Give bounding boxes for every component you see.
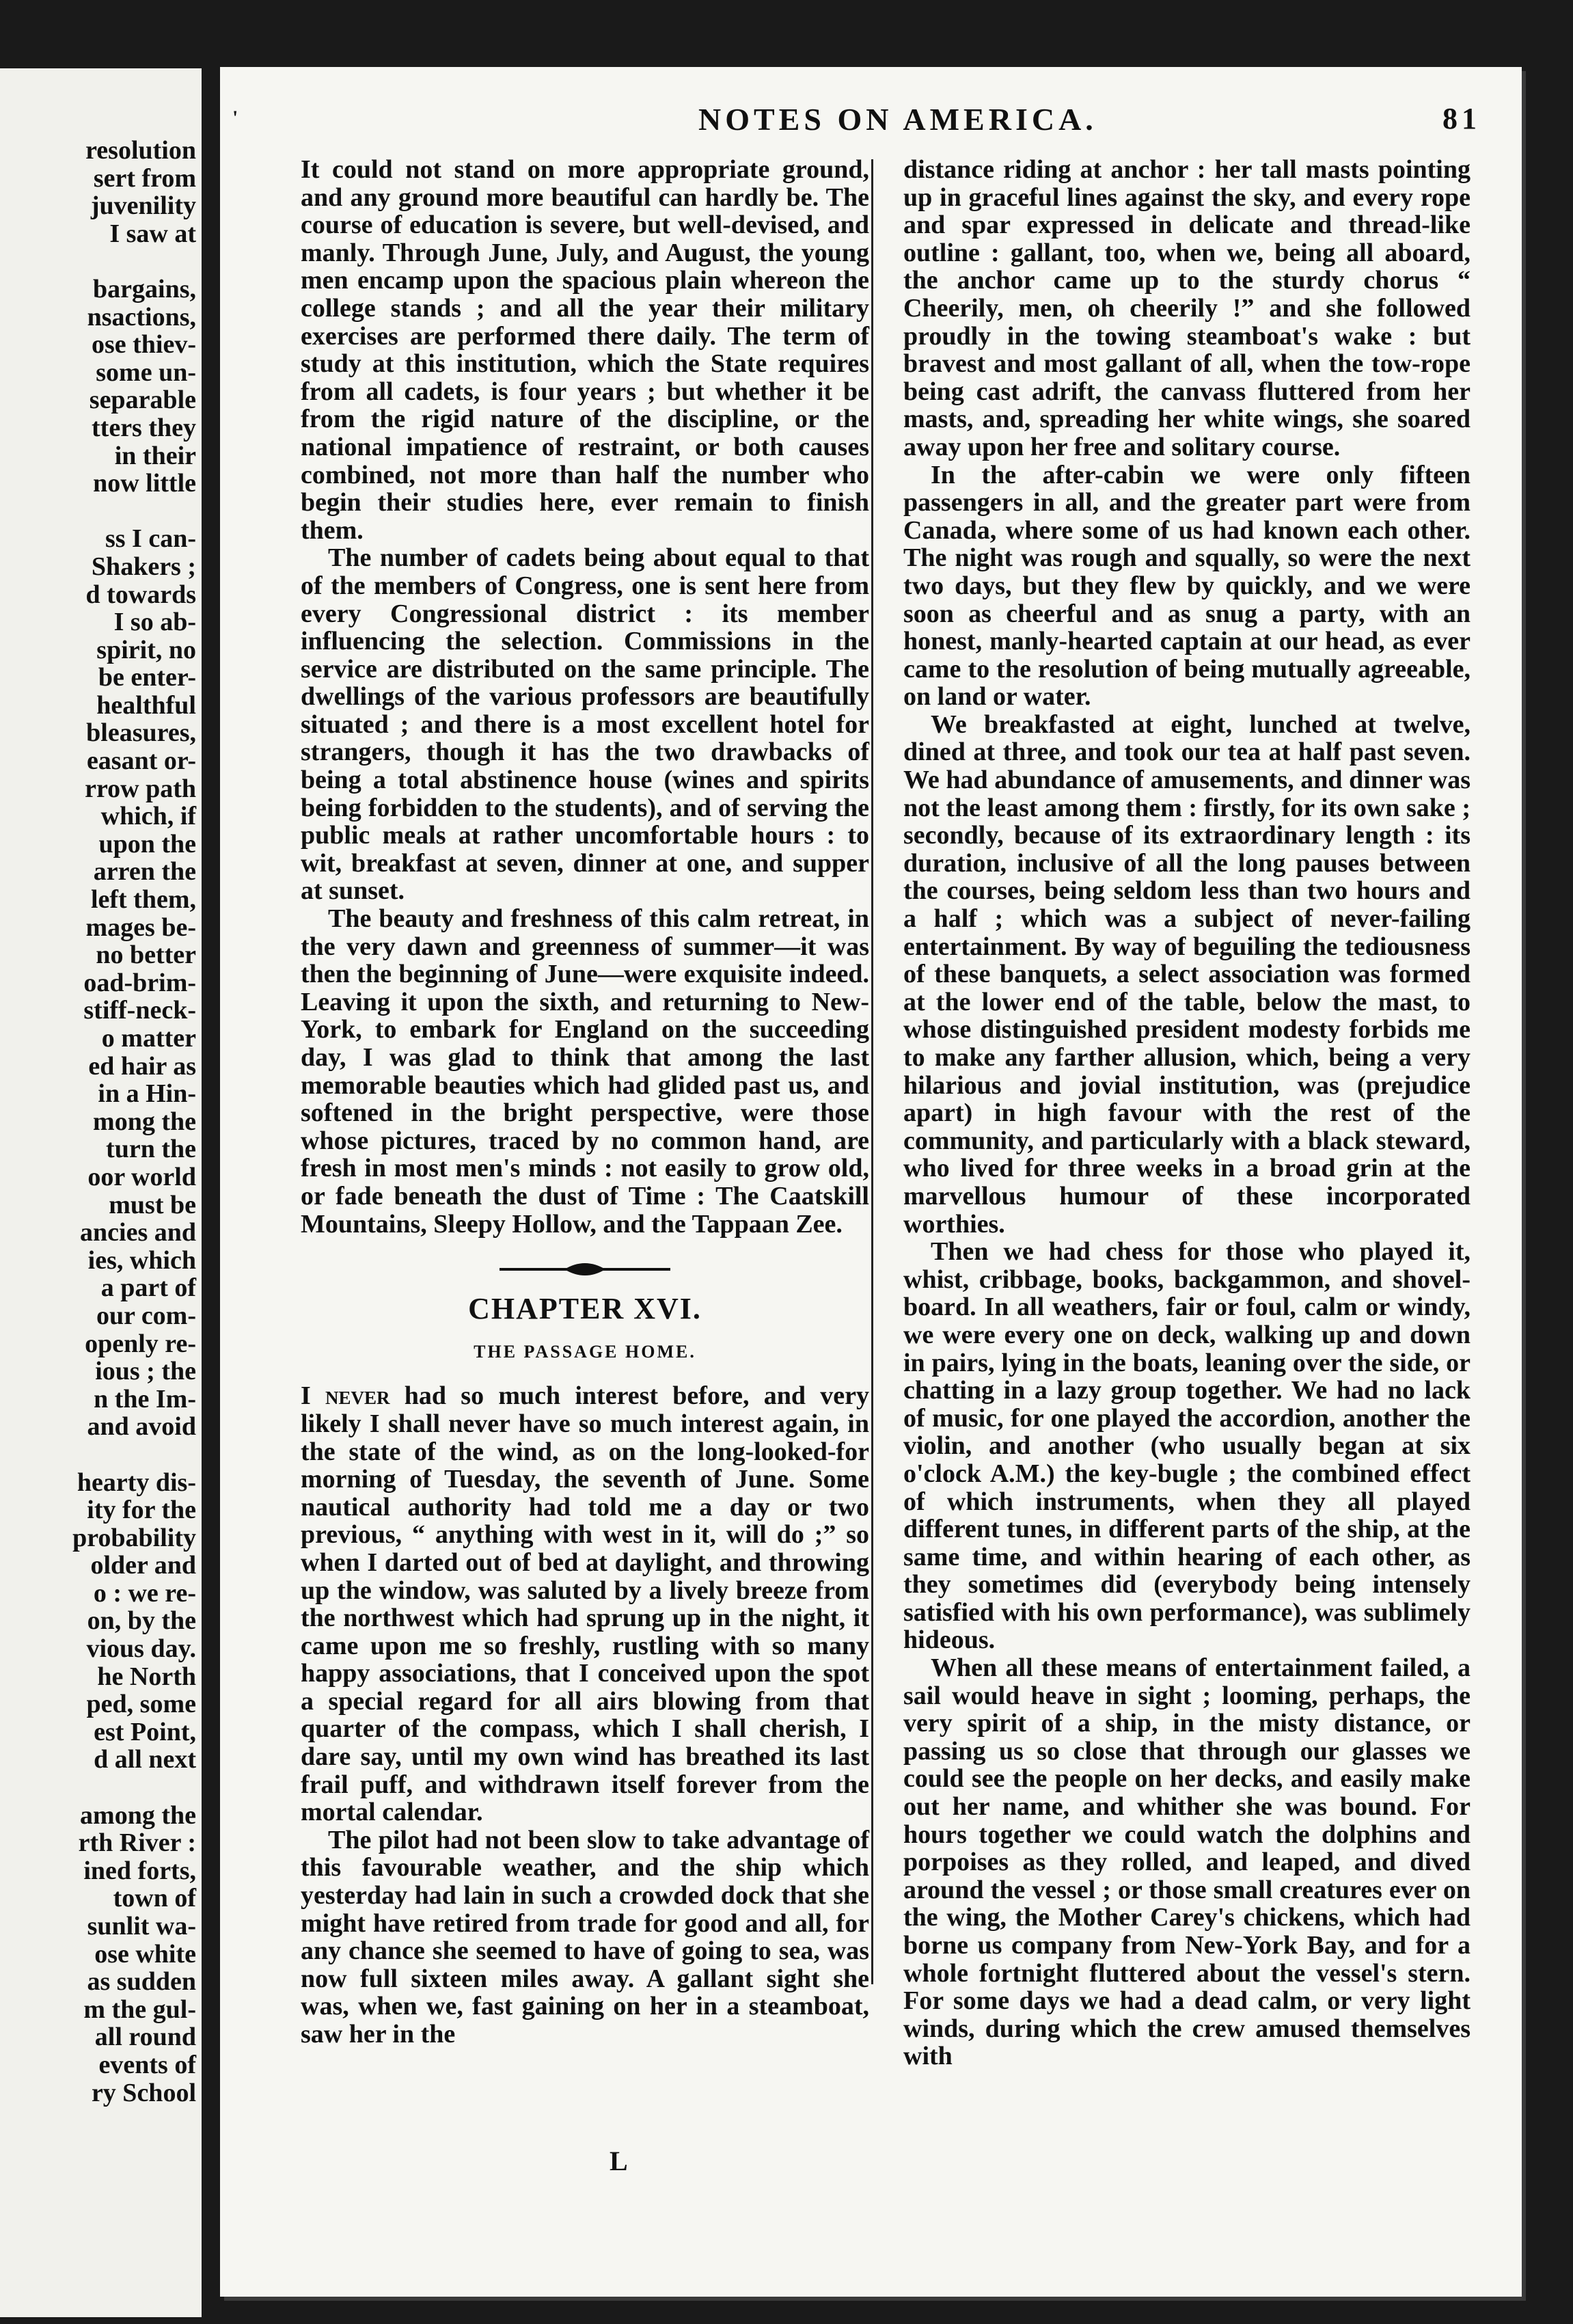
fragment-line: d all next [94, 1745, 196, 1774]
paragraph: The pilot had not been slow to take advantage of this favourable weather, and the ship which yesterday had lain in such a crowded dock that she might have retired from trade for good and all, for any chance she seemed to have of going to sea, was now full sixteen miles away. A gallant sight she was, when we, fast gaining on her in a steamboat, saw her in the [301, 1825, 869, 2049]
page-number: 81 [1442, 102, 1481, 135]
fragment-line: spirit, no [96, 635, 196, 664]
paragraph: distance riding at anchor : her tall masts pointing up in graceful lines against the sky, and every rope and spar expressed in delicate and thread-like outline : gallant, too, when we, being all aboard, the anchor came up to the sturdy chorus “ Cheerily, men, oh cheerily !” and she followed proudly in the towing steamboat's wake : but bravest and most gallant of all, when the tow-rope being cast adrift, the canvass fluttered from her masts, and, spreading her white wings, she soared away upon her free and solitary course. [903, 155, 1471, 461]
running-head-title: NOTES ON AMERICA. [698, 102, 1097, 137]
fragment-line: m the gul- [83, 1995, 196, 2024]
paragraph: The number of cadets being about equal to that of the members of Congress, one is sent here from every Congressional district : its member influencing the selection. Commissions in the service are distributed on the same principle. The dwellings of the various professors are beautifully situated ; and there is a most excellent hotel for strangers, though it has the two drawbacks of being a total abstinence house (wines and spirits being forbidden to the students), and of serving the public meals at rather uncomfortable hours : to wit, breakfast at seven, dinner at one, and supper at sunset. [301, 543, 869, 906]
fragment-line: ity for the [87, 1496, 196, 1525]
paragraph: Then we had chess for those who played it, whist, cribbage, books, backgammon, and shovel-board. In all weathers, fair or foul, calm or windy, we were every one on deck, walking up and down in pairs, lying in the boats, leaning over the side, or chatting in a lazy group together. We had no lack of music, for one played the accordion, another the violin, and another (who usually began at six o'clock A.M.) the key-bugle ; the combined effect of which instruments, when they all played different tunes, in different parts of the ship, at the same time, and within hearing of each other, as they sometimes did (everybody being intensely satisfied with his own performance), was sublimely hideous. [903, 1237, 1471, 1655]
fragment-line: all round [94, 2023, 196, 2052]
fragment-line: he North [97, 1662, 196, 1691]
fragment-line: ious ; the [95, 1357, 196, 1386]
fragment-line: ry School [91, 2078, 196, 2107]
fragment-line: openly re- [85, 1329, 196, 1358]
fragment-line: town of [113, 1884, 196, 1913]
paragraph: The beauty and freshness of this calm retreat, in the very dawn and greenness of summer—it was then the beginning of June—were exquisite indeed. Leaving it upon the sixth, and returning to New-York, to embark for England on the succeeding day, I was glad to think that among the last memorable beauties which had glided past us, and softened in the bright perspective, were those whose pictures, traced by no common hand, are fresh in most men's minds : not easily to grow old, or fade beneath the dust of Time : The Caatskill Mountains, Sleepy Hollow, and the Tappaan Zee. [301, 904, 869, 1239]
fragment-line: stiff-neck- [83, 996, 196, 1025]
fragment-line: probability [72, 1523, 196, 1552]
fragment-line: I so ab- [113, 608, 196, 637]
fragment-line: oor world [87, 1162, 196, 1191]
fragment-line: ped, some [86, 1690, 196, 1719]
fragment-line: sunlit wa- [87, 1912, 196, 1941]
paragraph: When all these means of entertainment failed, a sail would heave in sight ; looming, perhaps, the very spirit of a ship, in the misty distance, or passing us so close that through our glasses we could see the people on her decks, and easily make out her name, and whither she was bound. For hours together we could watch the dolphins and porpoises as they rolled, and leaped, and dived around the vessel ; or those small creatures ever on the wing, the Mother Carey's chickens, which had borne us company from New-York Bay, and for a whole fortnight fluttered about the vessel's stern. For some days we had a dead calm, or very light winds, during which the crew amused themselves with [903, 1653, 1471, 2071]
paragraph: We breakfasted at eight, lunched at twelve, dined at three, and took our tea at half past seven. We had abundance of amusements, and dinner was not the least among them : firstly, for its own sake ; secondly, because of its extraordinary length : its duration, inclusive of all the long pauses between the courses, being seldom less than two hours and a half ; which was a subject of never-failing entertainment. By way of beguiling the tediousness of these banquets, a select association was formed at the lower end of the table, below the mast, to whose distinguished president modesty forbids me to make any farther allusion, which, being a very hilarious and jovial institution, was (prejudice apart) in high favour with the rest of the community, and particularly with a black steward, who lived for three weeks in a broad grin at the marvellous humour of these incorporated worthies. [903, 710, 1471, 1239]
fragment-line: I saw at [109, 219, 196, 248]
fragment-line: ose thiev- [91, 330, 196, 360]
fragment-line: d towards [85, 580, 196, 609]
signature-mark: L [610, 2146, 628, 2176]
fragment-line [0, 1441, 196, 1469]
fragment-line: resolution [85, 136, 196, 165]
fragment-line: which, if [100, 802, 196, 831]
fragment-line: o : we re- [93, 1578, 196, 1608]
fragment-line: est Point, [94, 1717, 196, 1746]
running-head [220, 101, 1522, 142]
fragment-line: mages be- [85, 913, 196, 942]
fragment-line: among the [80, 1800, 196, 1830]
fragment-line: be enter- [98, 663, 196, 692]
fragment-line: sert from [93, 163, 196, 193]
fragment-line [0, 1774, 196, 1802]
chapter-opening-paragraph [301, 1382, 869, 1826]
fragment-line: tters they [92, 413, 196, 442]
fragment-line: bargains, [93, 274, 196, 303]
fragment-line: on, by the [87, 1606, 196, 1636]
book-page [220, 67, 1522, 2297]
fragment-line: in their [114, 441, 196, 470]
fragment-line: nsactions, [87, 302, 196, 332]
fragment-line: hearty dis- [77, 1468, 196, 1497]
fragment-line: rth River : [78, 1828, 196, 1858]
fragment-line: turn the [106, 1135, 196, 1164]
fragment-line: a part of [100, 1273, 196, 1303]
fragment-line: must be [109, 1190, 196, 1219]
fragment-line: older and [90, 1551, 196, 1580]
fragment-line: n the Im- [94, 1384, 196, 1414]
fragment-line: separable [89, 386, 196, 415]
column-rule [871, 159, 873, 1984]
fragment-line: our com- [96, 1301, 196, 1330]
right-column [903, 156, 1471, 2070]
fragment-line: and avoid [87, 1412, 196, 1442]
fragment-line: vious day. [86, 1634, 196, 1664]
fragment-line: as sudden [87, 1967, 196, 1997]
paragraph: It could not stand on more appropriate ground, and any ground more beautiful can hardly be. The course of education is severe, but well-devised, and manly. Through June, July, and August, the young men encamp upon the spacious plain whereon the college stands ; and all the year their military exercises are performed there daily. The term of study at this institution, which the State requires from all cadets, is four years ; but whether it be from the rigid nature of the discipline, or the national impatience of restraint, or both causes combined, not more than half the number who begin their studies here, ever remain to finish them. [301, 155, 869, 545]
fragment-line: bleasures, [86, 718, 196, 748]
fragment-line: oad-brim- [83, 968, 196, 997]
fragment-line: juvenility [90, 191, 196, 221]
left-column [301, 156, 869, 2049]
fragment-line [0, 247, 196, 275]
fragment-line: ancies and [80, 1218, 196, 1247]
fragment-line: upon the [98, 829, 196, 859]
fragment-line: events of [98, 2050, 196, 2079]
chapter-subtitle: THE PASSAGE HOME. [474, 1341, 696, 1362]
chapter-heading: CHAPTER XVI. [468, 1292, 702, 1326]
fragment-line: ose white [94, 1939, 196, 1969]
fragment-line: ed hair as [88, 1051, 196, 1081]
fragment-line: mong the [93, 1107, 196, 1136]
paragraph-text: had so much interest before, and very likely I shall never have so much interest again, in the state of the wind, as on the long-looked-for morning of Tuesday, the seventh of June. Some nautical authority had told me a day or two previous, “ anything with west in it, will do ;” so when I darted out of bed at daylight, and throwing up the window, was saluted by a lively breeze from the northwest which had sprung up in the night, it came upon me so freshly, rustling with so many happy associations, that I conceived upon the spot a special regard for all airs blowing from that quarter of the compass, which I shall cherish, I dare say, until my own wind has breathed its last frail puff, and withdrawn itself forever from the mortal calendar. [301, 1381, 869, 1827]
fragment-line: arren the [93, 857, 196, 887]
paragraph: In the after-cabin we were only fifteen passengers in all, and the greater part were from Canada, where some of us had known each other. The night was rough and squally, so were the next two days, but they flew by quickly, and we were soon as cheerful and as snug a party, with an honest, manly-hearted captain at our head, as ever came to the resolution of being mutually agreeable, on land or water. [903, 460, 1471, 712]
fragment-line: healthful [96, 690, 196, 720]
fragment-line: o matter [101, 1024, 196, 1053]
head-mark: ' [232, 107, 243, 129]
previous-page-text [0, 137, 196, 2107]
opening-word: I never [301, 1381, 390, 1411]
fragment-line: now little [93, 469, 196, 498]
fragment-line: in a Hin- [98, 1079, 196, 1109]
fragment-line: ined forts, [83, 1856, 196, 1885]
fragment-line: ies, which [87, 1245, 196, 1275]
chapter-ornament [500, 1256, 670, 1283]
fragment-line: Shakers ; [91, 552, 196, 581]
fragment-line: no better [96, 941, 196, 970]
fragment-line [0, 498, 196, 526]
fragment-line: some un- [96, 357, 196, 387]
fragment-line: left them, [90, 885, 196, 915]
fragment-line: rrow path [85, 774, 196, 803]
fragment-line: ss I can- [105, 524, 196, 554]
fragment-line: easant or- [86, 746, 196, 776]
previous-page-fragment [0, 68, 202, 2317]
